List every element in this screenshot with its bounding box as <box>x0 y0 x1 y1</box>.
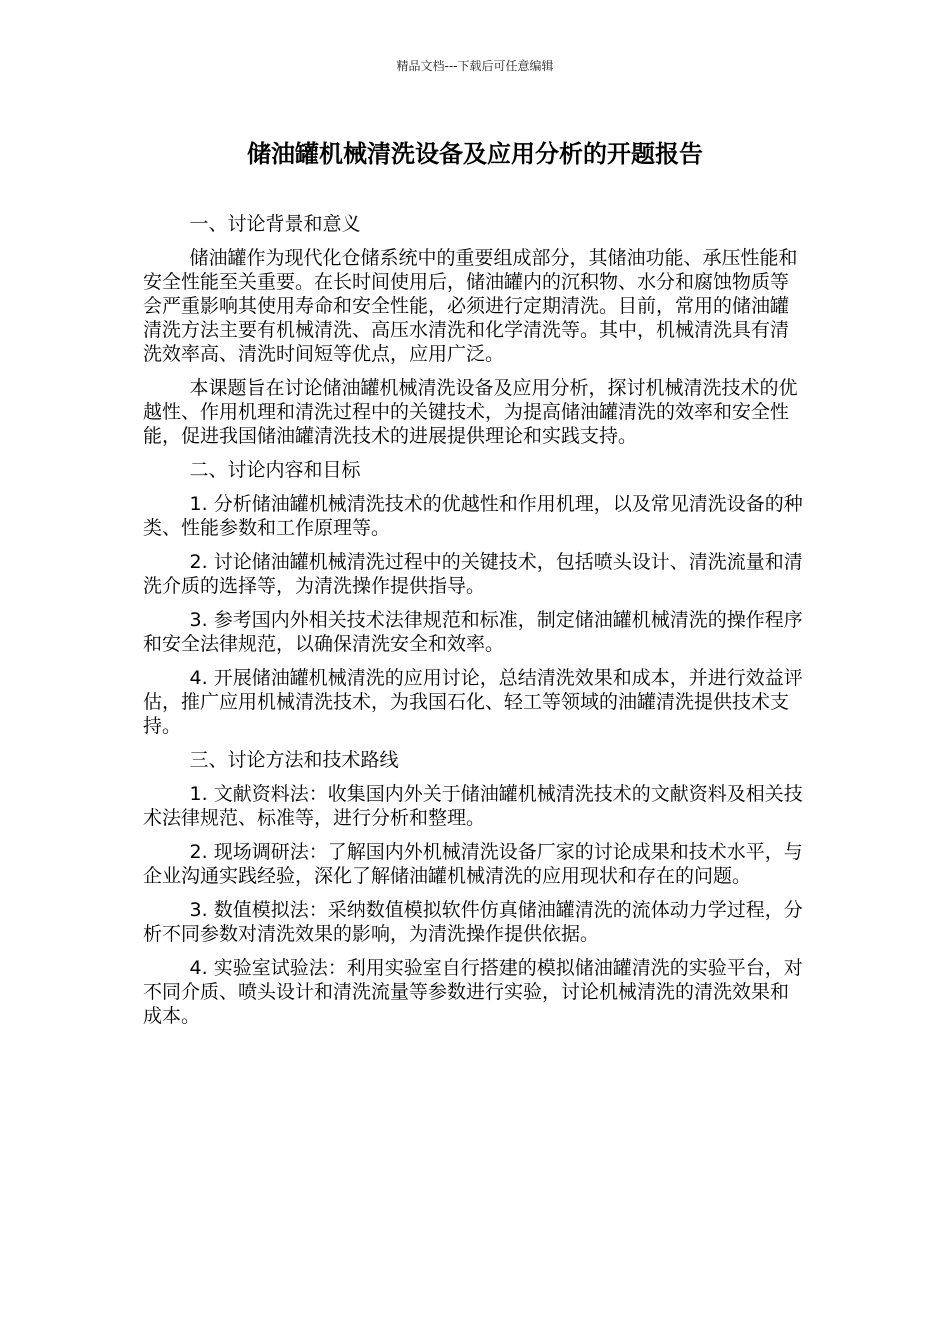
list-item: 3. 参考国内外相关技术法律规范和标准，制定储油罐机械清洗的操作程序和安全法律规范，以确保清洗安全和效率。 <box>143 609 803 655</box>
list-item: 1. 分析储油罐机械清洗技术的优越性和作用机理，以及常见清洗设备的种类、性能参数和工作原理等。 <box>143 493 803 539</box>
section-methods <box>143 748 803 1028</box>
paragraph: 储油罐作为现代化仓储系统中的重要组成部分，其储油功能、承压性能和安全性能至关重要。在长时间使用后，储油罐内的沉积物、水分和腐蚀物质等会严重影响其使用寿命和安全性能，必须进行定期清洗。目前，常用的储油罐清洗方法主要有机械清洗、高压水清洗和化学清洗等。其中，机械清洗具有清洗效率高、清洗时间短等优点，应用广泛。 <box>143 247 798 365</box>
section-background <box>143 212 803 448</box>
list-item: 2. 现场调研法：了解国内外机械清洗设备厂家的讨论成果和技术水平，与企业沟通实践经验，深化了解储油罐机械清洗的应用现状和存在的问题。 <box>143 841 803 887</box>
document-title: 储油罐机械清洗设备及应用分析的开题报告 <box>247 140 703 168</box>
section-heading: 一、讨论背景和意义 <box>189 213 361 235</box>
list-item: 4. 开展储油罐机械清洗的应用讨论，总结清洗效果和成本，并进行效益评估，推广应用机械清洗技术，为我国石化、轻工等领域的油罐清洗提供技术支持。 <box>143 667 803 737</box>
document-body <box>143 212 803 1038</box>
header-note: 精品文档---下载后可任意编辑 <box>396 59 554 73</box>
section-heading: 三、讨论方法和技术路线 <box>189 749 399 771</box>
list-item: 3. 数值模拟法：采纳数值模拟软件仿真储油罐清洗的流体动力学过程，分析不同参数对清洗效果的影响，为清洗操作提供依据。 <box>143 899 803 945</box>
section-content-goals <box>143 458 803 738</box>
section-heading: 二、讨论内容和目标 <box>189 459 361 481</box>
paragraph: 本课题旨在讨论储油罐机械清洗设备及应用分析，探讨机械清洗技术的优越性、作用机理和清洗过程中的关键技术，为提高储油罐清洗的效率和安全性能，促进我国储油罐清洗技术的进展提供理论和实践支持。 <box>143 377 798 447</box>
list-item: 2. 讨论储油罐机械清洗过程中的关键技术，包括喷头设计、清洗流量和清洗介质的选择等，为清洗操作提供指导。 <box>143 551 803 597</box>
list-item: 1. 文献资料法：收集国内外关于储油罐机械清洗技术的文献资料及相关技术法律规范、标准等，进行分析和整理。 <box>143 783 803 829</box>
list-item: 4. 实验室试验法：利用实验室自行搭建的模拟储油罐清洗的实验平台，对不同介质、喷头设计和清洗流量等参数进行实验，讨论机械清洗的清洗效果和成本。 <box>143 957 803 1027</box>
